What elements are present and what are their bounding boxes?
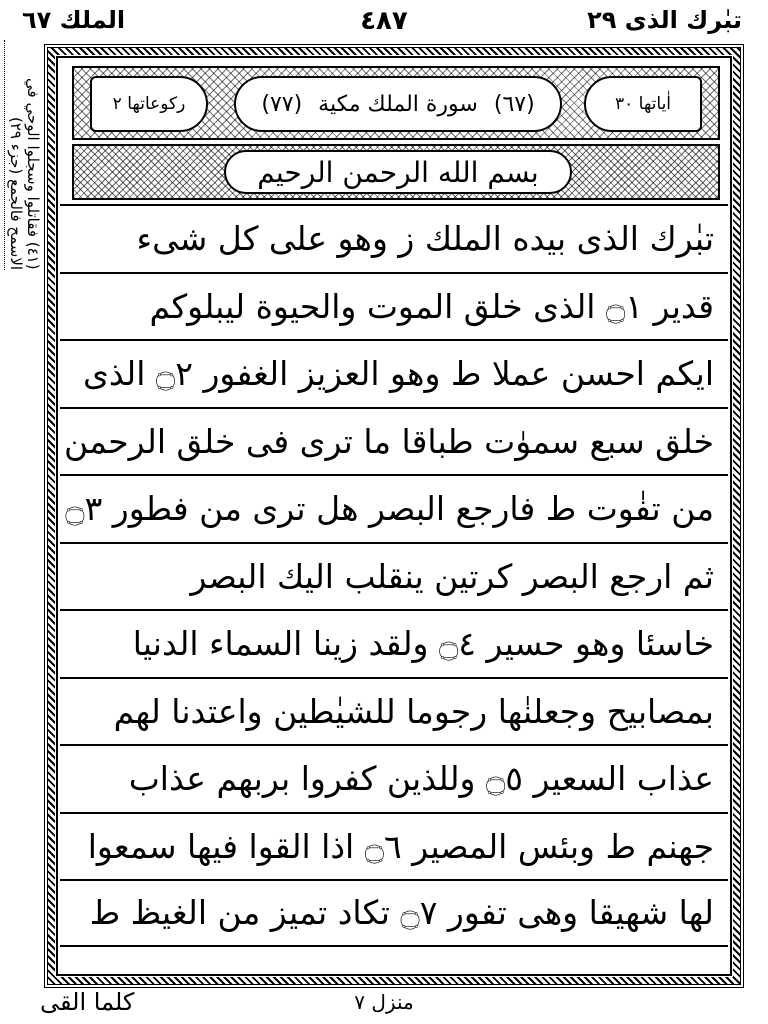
page-number: ٤٨٧ xyxy=(360,6,408,36)
surah-number: (٦٧) xyxy=(493,91,535,117)
verse-lines xyxy=(60,204,728,947)
verse-line: تبٰرك الذى بيده الملك ز وهو على كل شىء xyxy=(60,204,728,272)
verse-line: لها شهيقا وهى تفور ۝٧ تكاد تميز من الغيظ ط xyxy=(60,879,728,947)
bismillah: بسم الله الرحمن الرحيم xyxy=(224,150,572,194)
verse-line: خلق سبع سموٰت طباقا ما ترى فى خلق الرحمن xyxy=(60,407,728,475)
margin-note: (٤١) فقاتلوا وسجلوا الوحي في الاسمح فالجمع (جزء ٢٩) xyxy=(4,40,41,270)
juz-name-header: تبٰرك الذى ٢٩ xyxy=(587,6,742,34)
bismillah-band xyxy=(72,144,720,200)
manzil-marker: منزل ٧ xyxy=(354,990,414,1014)
verse-line: من تفٰوت ط فارجع البصر هل ترى من فطور ۝٣ xyxy=(60,474,728,542)
surah-name: سورة الملك مكية xyxy=(318,91,478,117)
verse-line: عذاب السعير ۝٥ وللذين كفروا بربهم عذاب xyxy=(60,744,728,812)
ayat-count: اٰياتها ٣٠ xyxy=(584,76,702,132)
surah-title-band xyxy=(72,66,720,140)
surah-title xyxy=(234,76,562,132)
verse-line: خاسئا وهو حسير ۝٤ ولقد زينا السماء الدنيا xyxy=(60,609,728,677)
ruku-count: ركوعاتها ٢ xyxy=(90,76,208,132)
verse-line: بمصابيح وجعلنٰها رجوما للشيٰطين واعتدنا لهم xyxy=(60,677,728,745)
verse-line: جهنم ط وبئس المصير ۝٦ اذا القوا فيها سمعوا xyxy=(60,812,728,880)
verse-line: قدير ۝١ الذى خلق الموت والحيوة ليبلوكم xyxy=(60,272,728,340)
verse-line: ايكم احسن عملا ط وهو العزيز الغفور ۝٢ الذى xyxy=(60,339,728,407)
revelation-order: (٧٧) xyxy=(261,91,303,117)
surah-name-header: الملك ٦٧ xyxy=(22,6,126,34)
verse-line: ثم ارجع البصر كرتين ينقلب اليك البصر xyxy=(60,542,728,610)
catchword: كلما القى xyxy=(40,988,135,1016)
